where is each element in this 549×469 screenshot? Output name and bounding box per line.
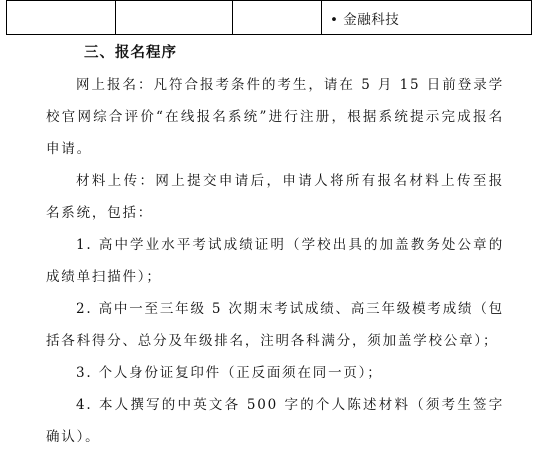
table-cell-text: • 金融科技 — [330, 11, 400, 28]
table-cell — [322, 1, 532, 35]
table-cell — [7, 1, 116, 35]
table-cell — [116, 1, 233, 35]
document-body — [46, 41, 504, 453]
list-item: 4. 本人撰写的中英文各 500 字的个人陈述材料（须考生签字确认）。 — [46, 397, 504, 445]
section-heading: 三、报名程序 — [84, 45, 177, 61]
table-cell — [233, 1, 322, 35]
paragraph-online-registration: 网上报名：凡符合报考条件的考生，请在 5 月 15 日前登录学校官网综合评价“在线报名系统”进行注册，根据系统提示完成报名申请。 — [46, 77, 504, 157]
list-item: 3. 个人身份证复印件（正反面须在同一页）； — [76, 365, 383, 381]
list-item: 1. 高中学业水平考试成绩证明（学校出具的加盖教务处公章的成绩单扫描件）； — [46, 237, 504, 285]
paragraph-material-upload: 材料上传：网上提交申请后，申请人将所有报名材料上传至报名系统，包括： — [46, 173, 504, 221]
list-item: 2. 高中一至三年级 5 次期末考试成绩、高三年级模考成绩（包括各科得分、总分及年级排名，注明各科满分，须加盖学校公章）； — [46, 301, 504, 349]
program-table-fragment — [6, 0, 532, 35]
table-row — [7, 1, 532, 35]
